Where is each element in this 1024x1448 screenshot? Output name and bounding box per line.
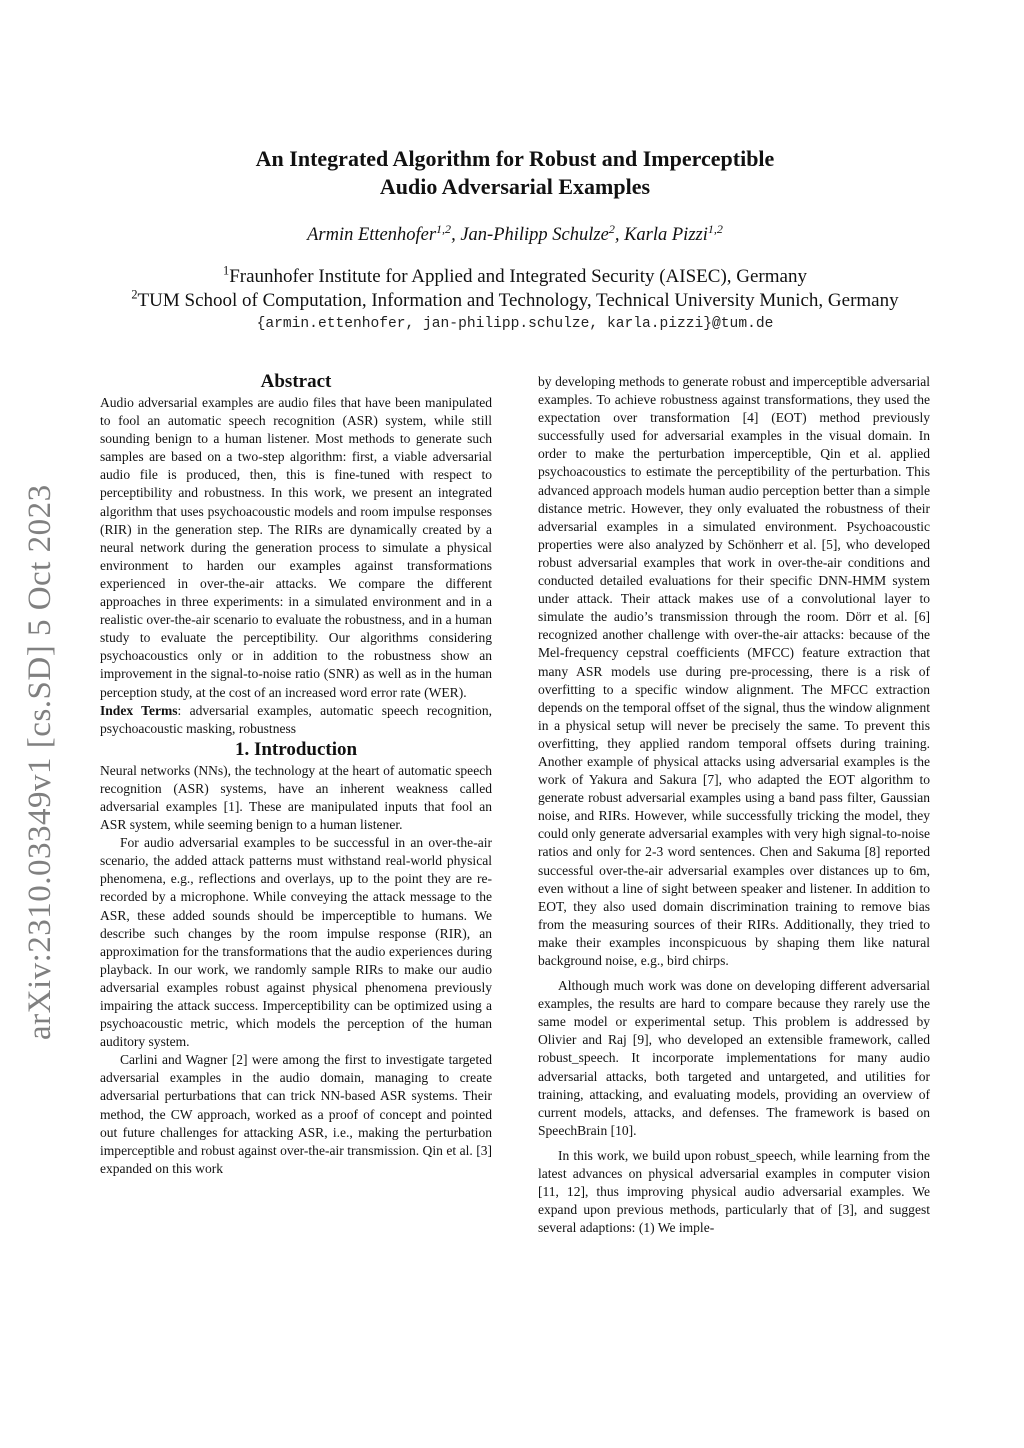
author-affiliation-mark: 2	[608, 221, 615, 236]
author-list	[150, 221, 880, 246]
affiliation-line	[90, 289, 940, 313]
title-line-2: Audio Adversarial Examples	[379, 174, 651, 199]
affiliation-mark: 1	[223, 263, 230, 278]
title-line-1: An Integrated Algorithm for Robust and Imperceptible	[255, 146, 775, 171]
left-column	[100, 370, 492, 1178]
body-paragraph: Neural networks (NNs), the technology at the heart of automatic speech recognition (ASR) systems, have an inherent weakness called adversarial examples [1]. These are manipulated inputs that fool an ASR system, while seeming benign to a human listener.	[100, 762, 492, 833]
author-name: Armin Ettenhofer	[307, 225, 437, 245]
body-paragraph: Carlini and Wagner [2] were among the first to investigate targeted adversarial examples in the audio domain, managing to create adversarial perturbations that can trick NN-based ASR systems. Their method, the CW approach, worked as a proof of concept and pointed out future challenges for attacking ASR, i.e., making the perturbation imperceptible and robust against over-the-air transmission. Qin et al. [3] expanded on this work	[100, 1052, 492, 1176]
author-affiliation-mark: 1,2	[707, 221, 723, 236]
author-affiliation-mark: 1,2	[436, 221, 452, 236]
arxiv-identifier: arXiv:2310.03349v1 [cs.SD] 5 Oct 2023	[22, 484, 58, 1040]
affiliation-line	[90, 265, 940, 289]
author-separator: ,	[451, 225, 461, 245]
abstract-text: Audio adversarial examples are audio files that have been manipulated to fool an automatic speech recognition (ASR) system, while still sounding benign to a human listener. Most methods to generate such samples are based on a two-step algorithm: first, a viable adversarial audio file is produced, then, this is fine-tuned with respect to perceptibility and robustness. In this work, we present an integrated algorithm that uses psychoacoustic models and room impulse responses (RIR) in the generation step. The RIRs are dynamically created by a neural network during the generation process to simulate a physical environment to harden our examples against transformations experienced in over-the-air attacks. We compare the different approaches in three experiments: in a simulated environment and in a realistic over-the-air scenario to evaluate the robustness, and in a human study to evaluate the perceptibility. Our algorithms considering psychoacoustics only or in addition to the robustness show an improvement in the signal-to-noise ratio (SNR) as well as in the human perception study, at the cost of an increased word error rate (WER).	[100, 395, 492, 700]
affiliation-text: TUM School of Computation, Information and Technology, Technical University Munich, Germany	[137, 290, 899, 311]
index-terms-label: Index Terms	[100, 702, 178, 718]
body-paragraph: For audio adversarial examples to be successful in an over-the-air scenario, the added attack patterns must withstand real-world physical phenomena, e.g., reflections and overlays, up to the point they are re-recorded by a microphone. While conveying the attack message to the ASR, these added sounds should be imperceptible to humans. We describe such changes by the room impulse response (RIR), an approximation for the transformations that the audio experiences during playback. In our work, we randomly sample RIRs to make our audio adversarial examples robust against physical phenomena previously impairing the attack success. Imperceptibility can be optimized using a psychoacoustic metric, which models the perception of the human auditory system.	[100, 835, 492, 1050]
author-name: Karla Pizzi	[624, 225, 708, 245]
author-emails: {armin.ettenhofer, jan-philipp.schulze, karla.pizzi}@tum.de	[256, 316, 774, 332]
affiliation-mark: 2	[131, 287, 138, 302]
affiliations	[90, 265, 940, 313]
index-terms	[100, 702, 492, 738]
author-name: Jan-Philipp Schulze	[460, 225, 609, 245]
affiliation-text: Fraunhofer Institute for Applied and Integrated Security (AISEC), Germany	[229, 266, 807, 287]
introduction-heading: 1. Introduction	[234, 738, 358, 760]
author-separator: ,	[614, 225, 625, 245]
right-column	[538, 373, 930, 1237]
body-paragraph: by developing methods to generate robust and imperceptible adversarial examples. To achieve robustness against transformations, they used the expectation over transformation [4] (EOT) method previously successfully used for adversarial examples in the visual domain. In order to make the perturbation imperceptible, Qin et al. applied psychoacoustics to estimate the perceptibility of the perturbation. This advanced approach models human audio perception better than a simple distance metric. However, they only evaluated the robustness of their adversarial examples in a simulated environment. Psychoacoustic properties were also analyzed by Schönherr et al. [5], who developed robust adversarial examples that work in over-the-air conditions and conducted detailed evaluations for their specific DNN-HMM system under attack. Their attack makes use of a convolutional layer to simulate the audio’s transmission through the room. Dörr et al. [6] recognized another challenge with over-the-air attacks: because of the Mel-frequency cepstral coefficients (MFCC) feature extraction that many ASR models use during pre-processing, there is a risk of overfitting to a specific window alignment. The MFCC extraction depends on the temporal offset of the signal, thus the window alignment in a physical setup will never be precisely the same. To prevent this overfitting, they applied random temporal offsets during training. Another example of physical attacks using adversarial examples is the work of Yakura and Sakura [7], who adapted the EOT algorithm to generate robust adversarial examples using a band pass filter, Gaussian noise, and RIRs. However, while successfully tricking the model, they could only generate adversarial examples with very high signal-to-noise ratios and only for 2-3 word sentences. Chen and Sakuma [8] reported successful over-the-air adversarial examples over distances up to 6m, even without a line of sight between speaker and listener. In addition to EOT, they also used domain discrimination training to remove bias from the measuring sources of their RIRs. Additionally, they tried to make their examples inconspicuous by shaping them like natural background noise, e.g., bird chirps.	[538, 374, 930, 968]
body-paragraph: Although much work was done on developing different adversarial examples, the results are hard to compare because they rarely use the same model or experimental setup. This problem is addressed by Olivier and Raj [9], who developed an extensible framework, called robust_speech. It incorporate implementations for many audio adversarial attacks, both targeted and untargeted, and utilities for training, attacking, and evaluating models, providing an overview of current models, attacks, and defenses. The framework is based on SpeechBrain [10].	[538, 978, 930, 1138]
index-terms-text: : adversarial examples, automatic speech recognition, psychoacoustic masking, robustness	[100, 702, 492, 736]
abstract-heading: Abstract	[260, 371, 332, 392]
body-paragraph: In this work, we build upon robust_speech, while learning from the latest advances on physical adversarial examples in computer vision [11, 12], thus improving physical audio adversarial examples. We expand upon previous methods, particularly that of [3], and suggest several adaptions: (1) We imple-	[538, 1147, 930, 1236]
paper-title	[150, 145, 880, 201]
